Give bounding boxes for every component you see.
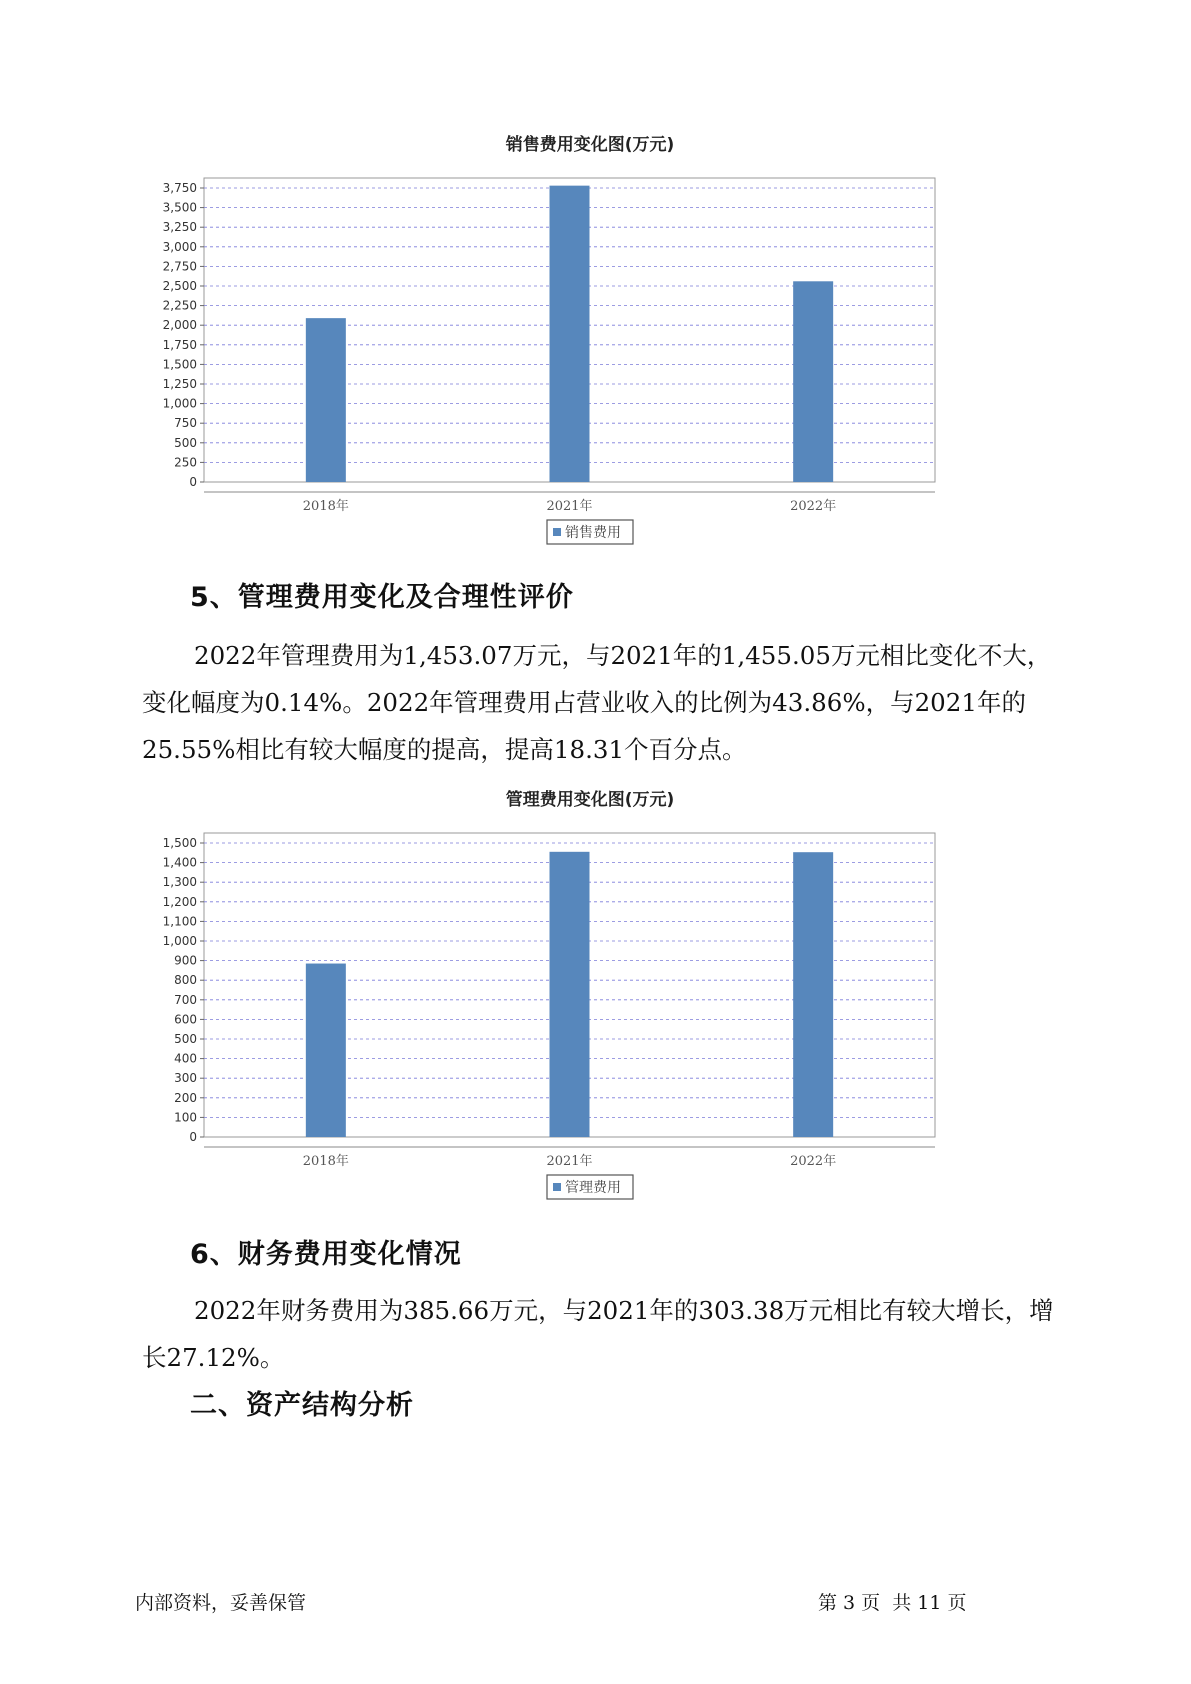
sales-xtick-label: 2022年 bbox=[790, 499, 837, 514]
mgmt-title: 管理费用变化图(万元) bbox=[505, 790, 675, 810]
sales-ytick-label: 250 bbox=[174, 455, 197, 470]
sales-ytick-label: 750 bbox=[174, 416, 197, 431]
mgmt-ytick-label: 0 bbox=[189, 1130, 197, 1144]
mgmt-bar bbox=[550, 852, 590, 1137]
mgmt-ytick-label: 400 bbox=[174, 1051, 197, 1066]
sales-ytick-label: 3,500 bbox=[162, 200, 197, 215]
mgmt-legend-swatch bbox=[553, 1183, 561, 1191]
mgmt-ytick-label: 700 bbox=[174, 992, 197, 1007]
sales-legend-swatch bbox=[553, 528, 561, 536]
sales-ytick-label: 0 bbox=[189, 475, 197, 489]
mgmt-ytick-label: 1,100 bbox=[162, 914, 197, 929]
sales-title: 销售费用变化图(万元) bbox=[505, 135, 675, 155]
sales-expense-chart-svg bbox=[150, 120, 1030, 570]
sales-ytick-label: 3,000 bbox=[162, 239, 197, 254]
mgmt-ytick-label: 1,000 bbox=[162, 934, 197, 948]
management-expense-chart-svg bbox=[150, 775, 1030, 1225]
sales-ytick-label: 1,500 bbox=[162, 357, 197, 372]
section-5-paragraph bbox=[142, 632, 1060, 773]
mgmt-ytick-label: 1,300 bbox=[162, 875, 197, 890]
mgmt-legend-label: 管理费用 bbox=[565, 1180, 621, 1196]
sales-ytick-label: 1,250 bbox=[162, 377, 197, 391]
sales-ytick-label: 2,750 bbox=[162, 259, 197, 274]
part-2-title: 二、资产结构分析 bbox=[190, 1390, 414, 1421]
sales-ytick-label: 3,250 bbox=[162, 220, 197, 235]
sales-expense-chart bbox=[150, 120, 1030, 570]
sales-ytick-label: 2,500 bbox=[162, 279, 197, 293]
sales-ytick-label: 1,000 bbox=[162, 396, 197, 411]
mgmt-bar bbox=[306, 964, 346, 1137]
section-5-text: 2022年管理费用为1,453.07万元，与2021年的1,455.05万元相比变化不大，变化幅度为0.14%。2022年管理费用占营业收入的比例为43.86%，与2021年的25.55%相比有较大幅度的提高，提高18.31个百分点。 bbox=[142, 641, 1052, 764]
section-6-text: 2022年财务费用为385.66万元，与2021年的303.38万元相比有较大增长，增长27.12%。 bbox=[142, 1296, 1054, 1372]
section-6-paragraph bbox=[142, 1287, 1060, 1381]
sales-bar bbox=[793, 281, 833, 482]
mgmt-ytick-label: 900 bbox=[174, 953, 197, 968]
mgmt-ytick-label: 300 bbox=[174, 1071, 197, 1086]
sales-bar bbox=[550, 186, 590, 482]
mgmt-ytick-label: 100 bbox=[174, 1110, 197, 1125]
sales-ytick-label: 3,750 bbox=[162, 181, 197, 195]
sales-ytick-label: 2,000 bbox=[162, 318, 197, 333]
mgmt-ytick-label: 200 bbox=[174, 1090, 197, 1105]
sales-bar bbox=[306, 318, 346, 482]
mgmt-ytick-label: 500 bbox=[174, 1032, 197, 1046]
sales-ytick-label: 2,250 bbox=[162, 298, 197, 313]
mgmt-ytick-label: 1,500 bbox=[162, 836, 197, 850]
section-6-title: 6、财务费用变化情况 bbox=[190, 1239, 462, 1270]
management-expense-chart bbox=[150, 775, 1030, 1225]
mgmt-ytick-label: 800 bbox=[174, 973, 197, 988]
mgmt-xtick-label: 2022年 bbox=[790, 1154, 837, 1169]
sales-xtick-label: 2018年 bbox=[302, 499, 349, 514]
sales-legend-label: 销售费用 bbox=[565, 525, 621, 541]
sales-ytick-label: 500 bbox=[174, 435, 197, 450]
section-5-title: 5、管理费用变化及合理性评价 bbox=[190, 582, 574, 613]
mgmt-bar bbox=[793, 852, 833, 1137]
sales-xtick-label: 2021年 bbox=[546, 499, 593, 514]
sales-ytick-label: 1,750 bbox=[162, 337, 197, 352]
mgmt-ytick-label: 1,200 bbox=[162, 894, 197, 909]
mgmt-xtick-label: 2021年 bbox=[546, 1154, 593, 1169]
footer-page-number: 第 3 页 共 11 页 bbox=[818, 1592, 967, 1614]
footer-confidential: 内部资料，妥善保管 bbox=[135, 1592, 307, 1614]
mgmt-xtick-label: 2018年 bbox=[302, 1154, 349, 1169]
mgmt-ytick-label: 600 bbox=[174, 1012, 197, 1027]
mgmt-ytick-label: 1,400 bbox=[162, 855, 197, 870]
